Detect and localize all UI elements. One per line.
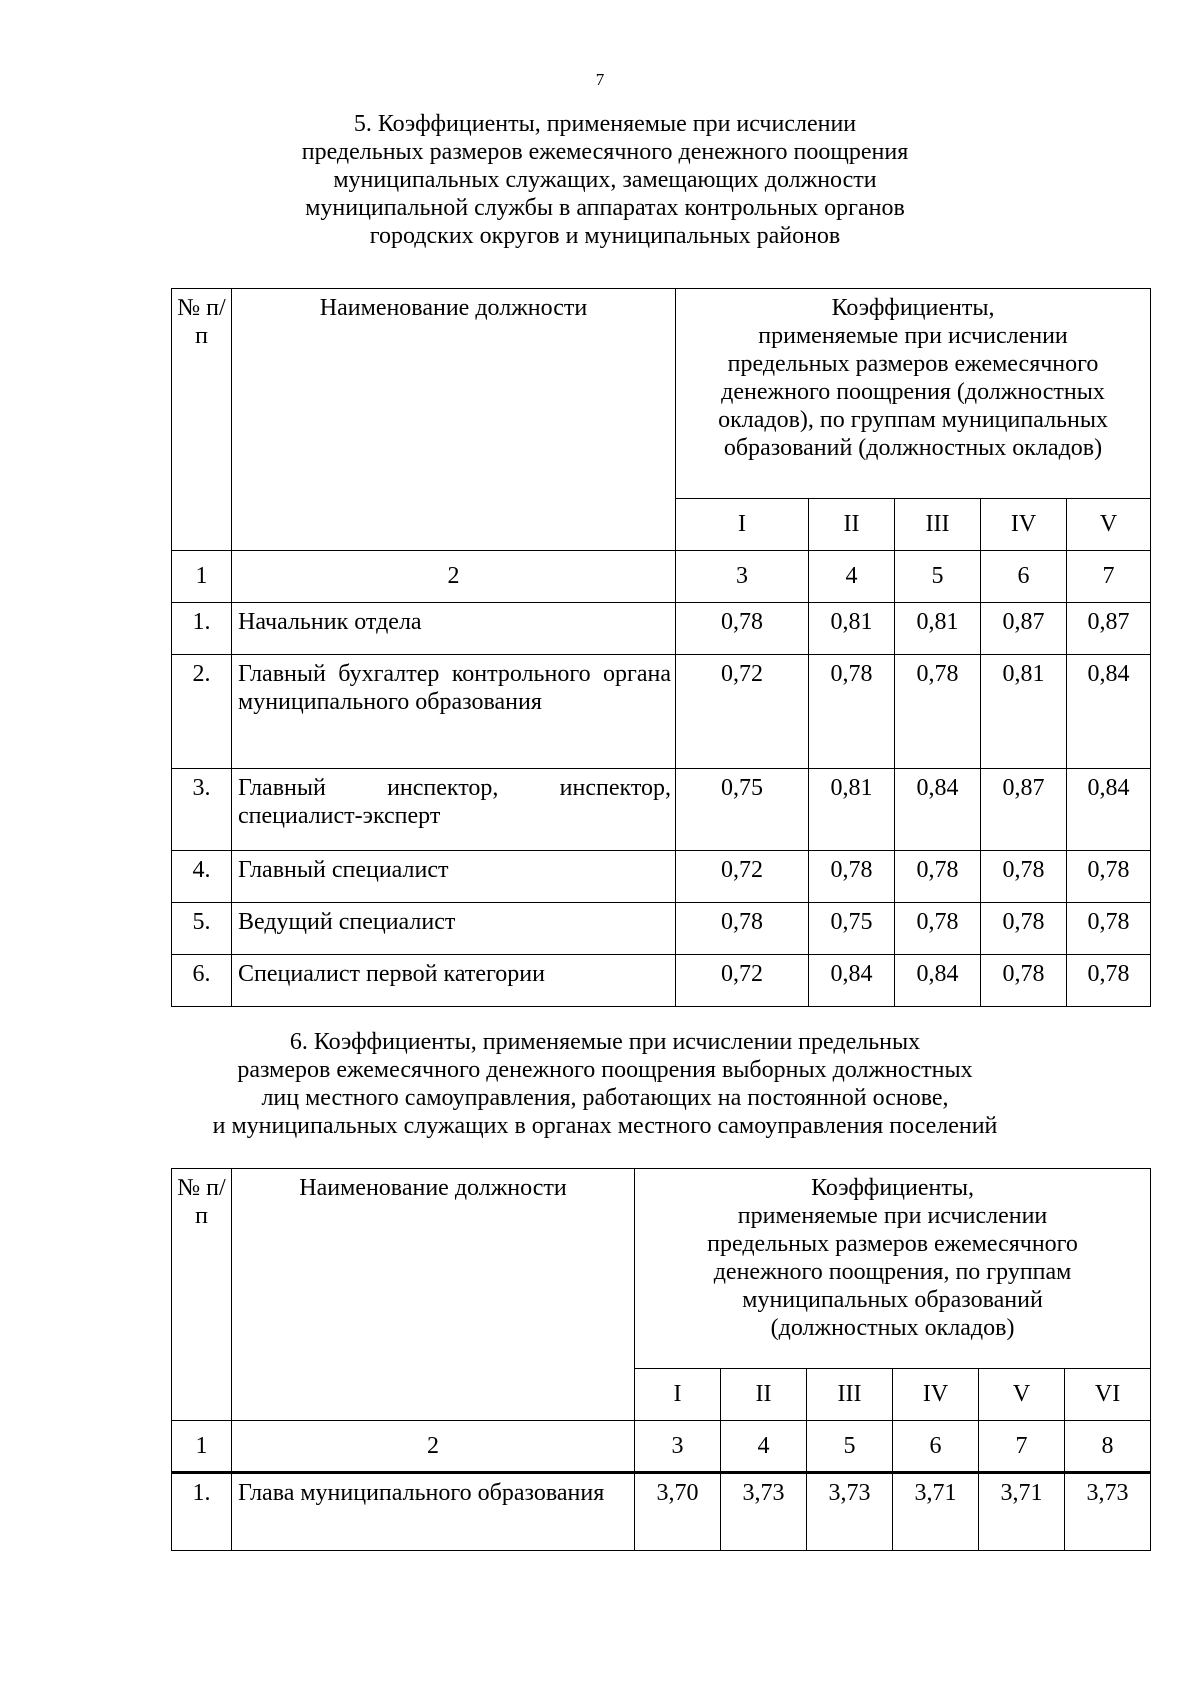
header-num-cell [172, 289, 232, 551]
title-line: лиц местного самоуправления, работающих на постоянной основе, [261, 1085, 949, 1111]
header-coef-cell [676, 289, 1151, 499]
column-number: 3 [635, 1421, 721, 1473]
coefficient-value: 0,78 [809, 655, 895, 769]
title-line: 5. Коэффициенты, применяемые при исчислении [353, 111, 857, 137]
group-label: V [1067, 499, 1151, 551]
column-number: 5 [807, 1421, 893, 1473]
section-5-table [171, 288, 1151, 1007]
coefficient-value: 3,73 [807, 1473, 893, 1551]
group-label: IV [893, 1369, 979, 1421]
coefficient-value: 0,78 [895, 655, 981, 769]
coefficient-value: 0,84 [1067, 769, 1151, 851]
group-label: I [676, 499, 809, 551]
coefficient-value: 0,78 [1067, 955, 1151, 1007]
table-row [172, 655, 1151, 769]
header-coef-line: муниципальных образований [742, 1287, 1043, 1313]
coefficient-value: 0,81 [895, 603, 981, 655]
row-number: 1. [172, 1473, 232, 1551]
coefficient-value: 0,78 [676, 603, 809, 655]
coefficient-value: 0,84 [809, 955, 895, 1007]
coefficient-value: 0,75 [676, 769, 809, 851]
group-label: V [979, 1369, 1065, 1421]
page-number: 7 [595, 70, 605, 89]
coefficient-value: 3,73 [1065, 1473, 1151, 1551]
header-coef-line: окладов), по группам муниципальных [718, 407, 1108, 433]
table-row [172, 851, 1151, 903]
coefficient-value: 0,81 [981, 655, 1067, 769]
coefficient-value: 0,81 [809, 769, 895, 851]
coefficient-value: 0,78 [895, 851, 981, 903]
column-number: 6 [981, 551, 1067, 603]
header-coef-line: денежного поощрения, по группам [713, 1259, 1072, 1285]
title-line: и муниципальных служащих в органах местного самоуправления поселений [212, 1113, 998, 1139]
table-row [172, 603, 1151, 655]
coefficient-value: 3,71 [893, 1473, 979, 1551]
header-coef-line: предельных размеров ежемесячного [707, 1231, 1078, 1257]
column-number: 2 [232, 551, 676, 603]
coefficient-value: 0,78 [981, 903, 1067, 955]
header-coef-line: предельных размеров ежемесячного [727, 351, 1099, 377]
title-line: муниципальных служащих, замещающих должности [333, 167, 877, 193]
section-6-title [160, 1028, 1050, 1140]
row-number: 3. [172, 769, 232, 851]
coefficient-value: 0,87 [1067, 603, 1151, 655]
row-number: 6. [172, 955, 232, 1007]
group-label: III [895, 499, 981, 551]
header-name-cell [232, 289, 676, 551]
position-name: Ведущий специалист [232, 903, 676, 955]
row-number: 5. [172, 903, 232, 955]
header-row [172, 289, 1151, 499]
coefficient-value: 0,78 [981, 851, 1067, 903]
header-name-cell [232, 1169, 635, 1421]
table-row [172, 1473, 1151, 1551]
title-line: 6. Коэффициенты, применяемые при исчислении предельных [289, 1029, 921, 1055]
header-name-label: Наименование должности [319, 295, 588, 321]
column-numbers-row [172, 1421, 1151, 1473]
header-coef-line: применяемые при исчислении [737, 1203, 1048, 1229]
column-number: 5 [895, 551, 981, 603]
header-coef-line: Коэффициенты, [811, 1175, 974, 1201]
coefficient-value: 0,84 [895, 955, 981, 1007]
coefficient-value: 3,71 [979, 1473, 1065, 1551]
header-coef-line: применяемые при исчислении [758, 323, 1068, 349]
coefficient-value: 0,87 [981, 603, 1067, 655]
header-coef-line: Коэффициенты, [831, 295, 995, 321]
position-name: Главный бухгалтер контрольного органа муниципального образования [232, 655, 676, 769]
table-row [172, 955, 1151, 1007]
coefficient-value: 0,75 [809, 903, 895, 955]
coefficient-value: 0,87 [981, 769, 1067, 851]
header-name-label: Наименование должности [299, 1175, 567, 1201]
header-num-cell [172, 1169, 232, 1421]
column-number: 1 [172, 1421, 232, 1473]
section-6-table [171, 1168, 1151, 1551]
row-number: 4. [172, 851, 232, 903]
title-line: предельных размеров ежемесячного денежного поощрения [301, 139, 909, 165]
row-number: 1. [172, 603, 232, 655]
column-number: 1 [172, 551, 232, 603]
group-label: VI [1065, 1369, 1151, 1421]
column-number: 7 [979, 1421, 1065, 1473]
column-number: 4 [721, 1421, 807, 1473]
header-num-label: № п/п [177, 295, 226, 349]
position-name: Главный инспектор, инспектор, специалист-эксперт [232, 769, 676, 851]
row-number: 2. [172, 655, 232, 769]
position-name: Начальник отдела [232, 603, 676, 655]
coefficient-value: 0,72 [676, 655, 809, 769]
group-label: III [807, 1369, 893, 1421]
column-numbers-row [172, 551, 1151, 603]
header-coef-line: денежного поощрения (должностных [721, 379, 1105, 405]
coefficient-value: 3,73 [721, 1473, 807, 1551]
column-number: 6 [893, 1421, 979, 1473]
coefficient-value: 0,72 [676, 851, 809, 903]
column-number: 8 [1065, 1421, 1151, 1473]
column-number: 3 [676, 551, 809, 603]
coefficient-value: 0,78 [676, 903, 809, 955]
coefficient-value: 0,78 [809, 851, 895, 903]
title-line: муниципальной службы в аппаратах контрольных органов [305, 195, 905, 221]
title-line: размеров ежемесячного денежного поощрения выборных должностных [237, 1057, 973, 1083]
position-name: Главный специалист [232, 851, 676, 903]
coefficient-value: 0,84 [895, 769, 981, 851]
coefficient-value: 0,78 [981, 955, 1067, 1007]
group-label: I [635, 1369, 721, 1421]
coefficient-value: 0,78 [1067, 851, 1151, 903]
header-num-label: № п/п [177, 1175, 226, 1229]
column-number: 4 [809, 551, 895, 603]
position-name: Глава муниципального образования [232, 1473, 635, 1551]
column-number: 7 [1067, 551, 1151, 603]
header-row [172, 1169, 1151, 1369]
coefficient-value: 0,78 [1067, 903, 1151, 955]
coefficient-value: 3,70 [635, 1473, 721, 1551]
column-number: 2 [232, 1421, 635, 1473]
coefficient-value: 0,72 [676, 955, 809, 1007]
table-row [172, 769, 1151, 851]
header-coef-cell [635, 1169, 1151, 1369]
header-coef-line: образований (должностных окладов) [723, 435, 1103, 461]
title-line: городских округов и муниципальных районов [369, 223, 841, 249]
coefficient-value: 0,81 [809, 603, 895, 655]
group-label: II [809, 499, 895, 551]
group-label: IV [981, 499, 1067, 551]
group-label: II [721, 1369, 807, 1421]
table-row [172, 903, 1151, 955]
section-5-title [160, 110, 1050, 250]
position-name: Специалист первой категории [232, 955, 676, 1007]
header-coef-line: (должностных окладов) [770, 1315, 1015, 1341]
coefficient-value: 0,78 [895, 903, 981, 955]
coefficient-value: 0,84 [1067, 655, 1151, 769]
